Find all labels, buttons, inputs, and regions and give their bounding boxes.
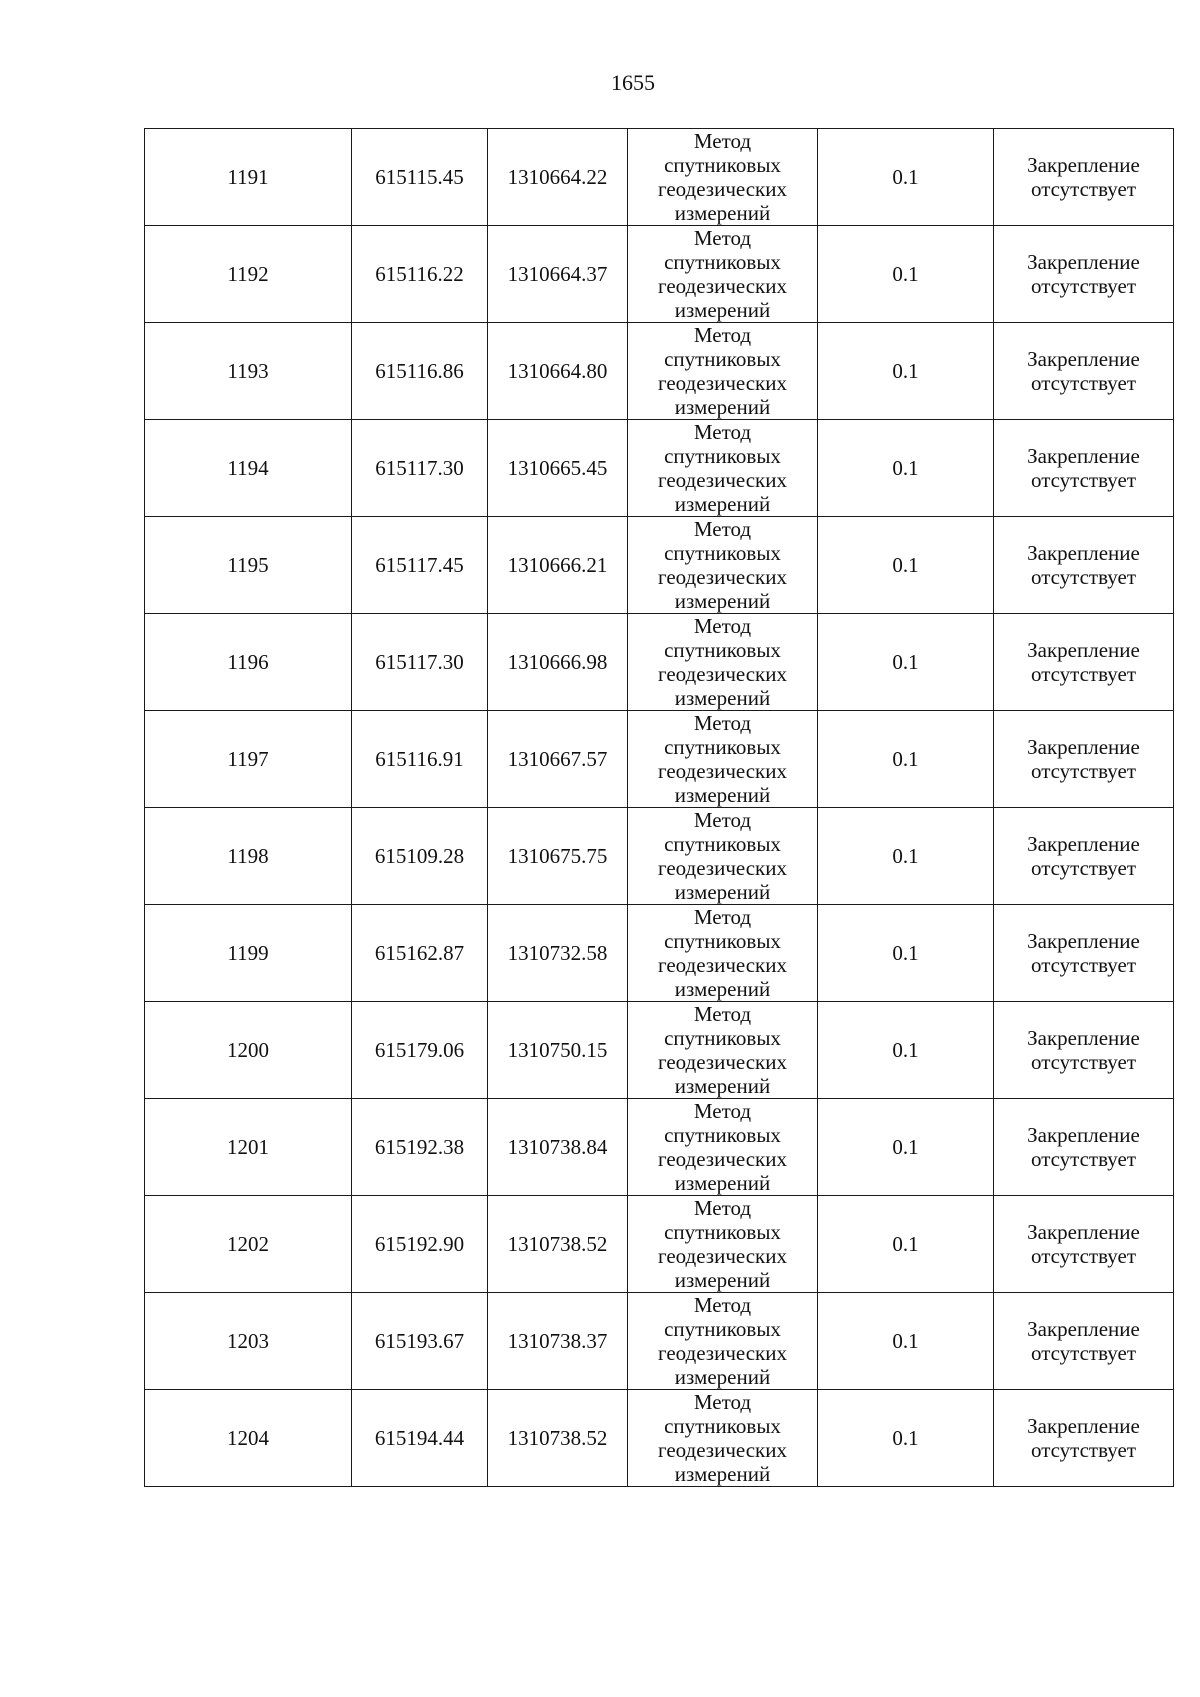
fixing-line: отсутствует xyxy=(1030,953,1137,977)
method-cell xyxy=(628,905,818,1002)
method-line: измерений xyxy=(674,1074,771,1098)
fixing-line: Закрепление xyxy=(1027,929,1140,953)
method-line: спутниковых xyxy=(664,735,781,759)
x-coordinate-cell: 615117.45 xyxy=(352,517,488,614)
fixing-cell xyxy=(994,420,1174,517)
method-line: Метод xyxy=(693,517,752,541)
table-row xyxy=(145,1196,1174,1293)
point-id-cell: 1199 xyxy=(145,905,352,1002)
method-line: измерений xyxy=(674,589,771,613)
x-coordinate-cell: 615116.22 xyxy=(352,226,488,323)
method-line: измерений xyxy=(674,395,771,419)
method-line: спутниковых xyxy=(664,1026,781,1050)
method-line: Метод xyxy=(693,1390,752,1414)
x-coordinate-cell: 615117.30 xyxy=(352,614,488,711)
x-coordinate-cell: 615116.91 xyxy=(352,711,488,808)
y-coordinate-cell: 1310738.52 xyxy=(488,1390,628,1487)
fixing-cell xyxy=(994,1390,1174,1487)
fixing-line: Закрепление xyxy=(1027,347,1140,371)
fixing-cell xyxy=(994,226,1174,323)
y-coordinate-cell: 1310750.15 xyxy=(488,1002,628,1099)
method-line: Метод xyxy=(693,808,752,832)
x-coordinate-cell: 615162.87 xyxy=(352,905,488,1002)
method-cell xyxy=(628,1390,818,1487)
accuracy-cell: 0.1 xyxy=(818,1099,994,1196)
accuracy-cell: 0.1 xyxy=(818,226,994,323)
fixing-line: Закрепление xyxy=(1027,1414,1140,1438)
x-coordinate-cell: 615193.67 xyxy=(352,1293,488,1390)
fixing-line: отсутствует xyxy=(1030,565,1137,589)
method-cell xyxy=(628,1099,818,1196)
method-line: измерений xyxy=(674,201,771,225)
point-id-cell: 1196 xyxy=(145,614,352,711)
accuracy-cell: 0.1 xyxy=(818,517,994,614)
method-line: измерений xyxy=(674,298,771,322)
method-line: спутниковых xyxy=(664,250,781,274)
method-line: спутниковых xyxy=(664,1414,781,1438)
x-coordinate-cell: 615179.06 xyxy=(352,1002,488,1099)
method-line: геодезических xyxy=(657,759,787,783)
fixing-cell xyxy=(994,1293,1174,1390)
fixing-line: отсутствует xyxy=(1030,1050,1137,1074)
point-id-cell: 1197 xyxy=(145,711,352,808)
table-row xyxy=(145,905,1174,1002)
point-id-cell: 1204 xyxy=(145,1390,352,1487)
y-coordinate-cell: 1310738.37 xyxy=(488,1293,628,1390)
fixing-cell xyxy=(994,808,1174,905)
accuracy-cell: 0.1 xyxy=(818,129,994,226)
method-line: Метод xyxy=(693,1099,752,1123)
table-row xyxy=(145,323,1174,420)
fixing-line: Закрепление xyxy=(1027,1220,1140,1244)
fixing-cell xyxy=(994,323,1174,420)
table-row xyxy=(145,614,1174,711)
coordinates-table xyxy=(144,128,1174,1487)
y-coordinate-cell: 1310664.37 xyxy=(488,226,628,323)
method-line: измерений xyxy=(674,1365,771,1389)
page-number: 1655 xyxy=(611,70,655,95)
method-cell xyxy=(628,420,818,517)
fixing-line: Закрепление xyxy=(1027,153,1140,177)
y-coordinate-cell: 1310738.52 xyxy=(488,1196,628,1293)
method-line: спутниковых xyxy=(664,638,781,662)
method-line: спутниковых xyxy=(664,832,781,856)
fixing-cell xyxy=(994,1002,1174,1099)
table-row xyxy=(145,517,1174,614)
y-coordinate-cell: 1310664.22 xyxy=(488,129,628,226)
method-cell xyxy=(628,323,818,420)
method-line: спутниковых xyxy=(664,1123,781,1147)
method-line: измерений xyxy=(674,783,771,807)
fixing-line: Закрепление xyxy=(1027,250,1140,274)
method-cell xyxy=(628,226,818,323)
fixing-line: отсутствует xyxy=(1030,274,1137,298)
fixing-cell xyxy=(994,1099,1174,1196)
table-row xyxy=(145,129,1174,226)
accuracy-cell: 0.1 xyxy=(818,420,994,517)
method-line: геодезических xyxy=(657,1050,787,1074)
method-line: геодезических xyxy=(657,565,787,589)
fixing-cell xyxy=(994,129,1174,226)
fixing-cell xyxy=(994,1196,1174,1293)
accuracy-cell: 0.1 xyxy=(818,1293,994,1390)
method-line: Метод xyxy=(693,1196,752,1220)
fixing-line: отсутствует xyxy=(1030,177,1137,201)
x-coordinate-cell: 615116.86 xyxy=(352,323,488,420)
accuracy-cell: 0.1 xyxy=(818,808,994,905)
accuracy-cell: 0.1 xyxy=(818,711,994,808)
fixing-line: отсутствует xyxy=(1030,662,1137,686)
table-row xyxy=(145,1099,1174,1196)
fixing-line: Закрепление xyxy=(1027,1026,1140,1050)
method-line: Метод xyxy=(693,1002,752,1026)
accuracy-cell: 0.1 xyxy=(818,905,994,1002)
x-coordinate-cell: 615115.45 xyxy=(352,129,488,226)
accuracy-cell: 0.1 xyxy=(818,614,994,711)
method-line: Метод xyxy=(693,905,752,929)
method-line: спутниковых xyxy=(664,1317,781,1341)
point-id-cell: 1195 xyxy=(145,517,352,614)
method-line: Метод xyxy=(693,711,752,735)
y-coordinate-cell: 1310666.21 xyxy=(488,517,628,614)
fixing-cell xyxy=(994,517,1174,614)
x-coordinate-cell: 615194.44 xyxy=(352,1390,488,1487)
point-id-cell: 1198 xyxy=(145,808,352,905)
method-line: геодезических xyxy=(657,274,787,298)
y-coordinate-cell: 1310732.58 xyxy=(488,905,628,1002)
table-row xyxy=(145,1390,1174,1487)
fixing-line: Закрепление xyxy=(1027,1317,1140,1341)
fixing-cell xyxy=(994,614,1174,711)
point-id-cell: 1202 xyxy=(145,1196,352,1293)
fixing-line: отсутствует xyxy=(1030,856,1137,880)
fixing-line: отсутствует xyxy=(1030,1147,1137,1171)
method-line: спутниковых xyxy=(664,153,781,177)
accuracy-cell: 0.1 xyxy=(818,323,994,420)
method-line: спутниковых xyxy=(664,1220,781,1244)
x-coordinate-cell: 615192.38 xyxy=(352,1099,488,1196)
accuracy-cell: 0.1 xyxy=(818,1196,994,1293)
fixing-cell xyxy=(994,711,1174,808)
point-id-cell: 1192 xyxy=(145,226,352,323)
y-coordinate-cell: 1310666.98 xyxy=(488,614,628,711)
method-line: геодезических xyxy=(657,468,787,492)
table-row xyxy=(145,1002,1174,1099)
method-line: геодезических xyxy=(657,662,787,686)
fixing-line: Закрепление xyxy=(1027,1123,1140,1147)
fixing-line: Закрепление xyxy=(1027,541,1140,565)
method-cell xyxy=(628,1002,818,1099)
point-id-cell: 1193 xyxy=(145,323,352,420)
fixing-line: отсутствует xyxy=(1030,468,1137,492)
method-line: геодезических xyxy=(657,953,787,977)
method-cell xyxy=(628,614,818,711)
table-row xyxy=(145,226,1174,323)
point-id-cell: 1194 xyxy=(145,420,352,517)
method-line: измерений xyxy=(674,1462,771,1486)
point-id-cell: 1201 xyxy=(145,1099,352,1196)
x-coordinate-cell: 615192.90 xyxy=(352,1196,488,1293)
method-line: измерений xyxy=(674,880,771,904)
y-coordinate-cell: 1310667.57 xyxy=(488,711,628,808)
method-line: геодезических xyxy=(657,1244,787,1268)
fixing-line: отсутствует xyxy=(1030,1341,1137,1365)
fixing-line: отсутствует xyxy=(1030,371,1137,395)
method-line: спутниковых xyxy=(664,929,781,953)
method-line: Метод xyxy=(693,129,752,153)
table-row xyxy=(145,420,1174,517)
point-id-cell: 1200 xyxy=(145,1002,352,1099)
method-line: геодезических xyxy=(657,371,787,395)
method-cell xyxy=(628,711,818,808)
method-cell xyxy=(628,129,818,226)
accuracy-cell: 0.1 xyxy=(818,1002,994,1099)
fixing-line: Закрепление xyxy=(1027,735,1140,759)
point-id-cell: 1191 xyxy=(145,129,352,226)
y-coordinate-cell: 1310738.84 xyxy=(488,1099,628,1196)
method-line: Метод xyxy=(693,226,752,250)
method-line: измерений xyxy=(674,492,771,516)
method-line: измерений xyxy=(674,1171,771,1195)
y-coordinate-cell: 1310664.80 xyxy=(488,323,628,420)
fixing-line: Закрепление xyxy=(1027,444,1140,468)
table-row xyxy=(145,711,1174,808)
fixing-line: отсутствует xyxy=(1030,1438,1137,1462)
fixing-line: Закрепление xyxy=(1027,832,1140,856)
method-cell xyxy=(628,1196,818,1293)
x-coordinate-cell: 615117.30 xyxy=(352,420,488,517)
method-line: Метод xyxy=(693,1293,752,1317)
table-row xyxy=(145,1293,1174,1390)
method-line: спутниковых xyxy=(664,444,781,468)
method-line: спутниковых xyxy=(664,541,781,565)
point-id-cell: 1203 xyxy=(145,1293,352,1390)
x-coordinate-cell: 615109.28 xyxy=(352,808,488,905)
method-line: спутниковых xyxy=(664,347,781,371)
fixing-line: отсутствует xyxy=(1030,1244,1137,1268)
fixing-line: Закрепление xyxy=(1027,638,1140,662)
method-line: геодезических xyxy=(657,856,787,880)
method-cell xyxy=(628,1293,818,1390)
table-row xyxy=(145,808,1174,905)
method-line: Метод xyxy=(693,614,752,638)
method-line: геодезических xyxy=(657,1438,787,1462)
method-line: Метод xyxy=(693,420,752,444)
y-coordinate-cell: 1310675.75 xyxy=(488,808,628,905)
method-line: геодезических xyxy=(657,1341,787,1365)
method-line: измерений xyxy=(674,977,771,1001)
fixing-cell xyxy=(994,905,1174,1002)
method-line: геодезических xyxy=(657,1147,787,1171)
method-line: геодезических xyxy=(657,177,787,201)
method-line: измерений xyxy=(674,1268,771,1292)
method-cell xyxy=(628,808,818,905)
accuracy-cell: 0.1 xyxy=(818,1390,994,1487)
fixing-line: отсутствует xyxy=(1030,759,1137,783)
method-line: измерений xyxy=(674,686,771,710)
y-coordinate-cell: 1310665.45 xyxy=(488,420,628,517)
method-cell xyxy=(628,517,818,614)
method-line: Метод xyxy=(693,323,752,347)
table-body xyxy=(145,129,1174,1487)
